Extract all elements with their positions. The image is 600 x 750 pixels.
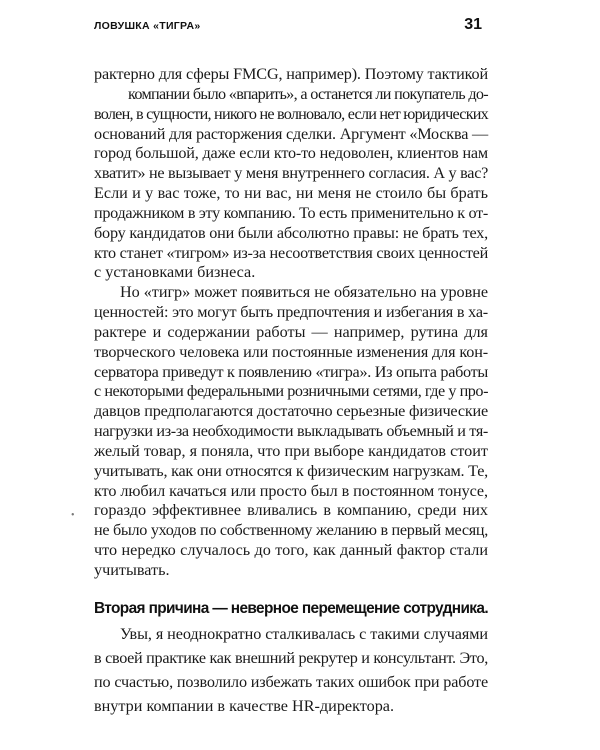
text-line: не было уходов по собственному желанию в первый месяц, <box>94 521 488 539</box>
text-line: Но «тигр» может появиться не обязательно на уровне <box>120 283 488 301</box>
running-head: ЛОВУШКА «ТИГРА» <box>94 20 201 32</box>
text-line: с установками бизнеса. <box>94 263 256 281</box>
text-line: оснований для расторжения сделки. Аргумент «Москва — <box>94 125 488 143</box>
text-line: компании было «впарить», а останется ли покупатель до- <box>128 85 488 103</box>
text-line: серватора приведут к появлению «тигра». Из опыта работы <box>94 363 488 381</box>
text-line: учитывать. <box>94 561 170 579</box>
text-line: творческого человека или постоянные изменения для кон- <box>94 343 488 361</box>
text-line: хватит» не вызывает у меня внутреннего согласия. А у вас? <box>94 164 488 182</box>
text-line: ценностей: это могут быть предпочтения и избегания в ха- <box>94 303 488 321</box>
text-line: рактерно для сферы FMCG, например). Поэтому тактикой <box>94 65 488 83</box>
text-line: Увы, я неоднократно сталкивалась с такими случаями <box>120 625 488 643</box>
section-heading: Вторая причина — неверное перемещение сотрудника. <box>94 600 488 617</box>
text-line: в своей практике как внешний рекрутер и консультант. Это, <box>94 649 488 667</box>
text-line: учитывать, как они относятся к физическим нагрузкам. Те, <box>94 462 488 480</box>
margin-mark: • <box>71 510 75 521</box>
text-line: Если и у вас тоже, то ни вас, ни меня не стоило бы брать <box>94 184 488 202</box>
text-line: кто станет «тигром» из-за несоответствия своих ценностей <box>94 244 488 262</box>
text-line: с некоторыми федеральными розничными сетями, где у про- <box>94 382 488 400</box>
text-line: кто любил качаться или просто был в постоянном тонусе, <box>94 482 488 500</box>
text-line: бору кандидатов они были абсолютно правы: не брать тех, <box>94 224 488 242</box>
text-line: нагрузки из-за необходимости выкладывать объемный и тя- <box>94 422 488 440</box>
text-line: волен, в сущности, никого не волновало, если нет юридических <box>94 105 488 123</box>
text-line: давцов предполагаются достаточно серьезные физические <box>94 402 488 420</box>
text-line: по счастью, позволило избежать таких ошибок при работе <box>94 673 488 691</box>
text-line: город большой, даже если кто-то недоволен, клиентов нам <box>94 144 488 162</box>
page-number: 31 <box>464 16 482 33</box>
text-line: гораздо эффективнее вливались в компанию, среди них <box>94 501 488 519</box>
text-line: продажником в эту компанию. То есть применительно к от- <box>94 204 488 222</box>
text-line: желый товар, я поняла, что при выборе кандидатов стоит <box>94 442 488 460</box>
text-line: что нередко случалось до того, как данный фактор стали <box>94 541 488 559</box>
text-line: внутри компании в качестве HR-директора. <box>94 697 395 715</box>
text-line: рактере и содержании работы — например, рутина для <box>94 323 488 341</box>
